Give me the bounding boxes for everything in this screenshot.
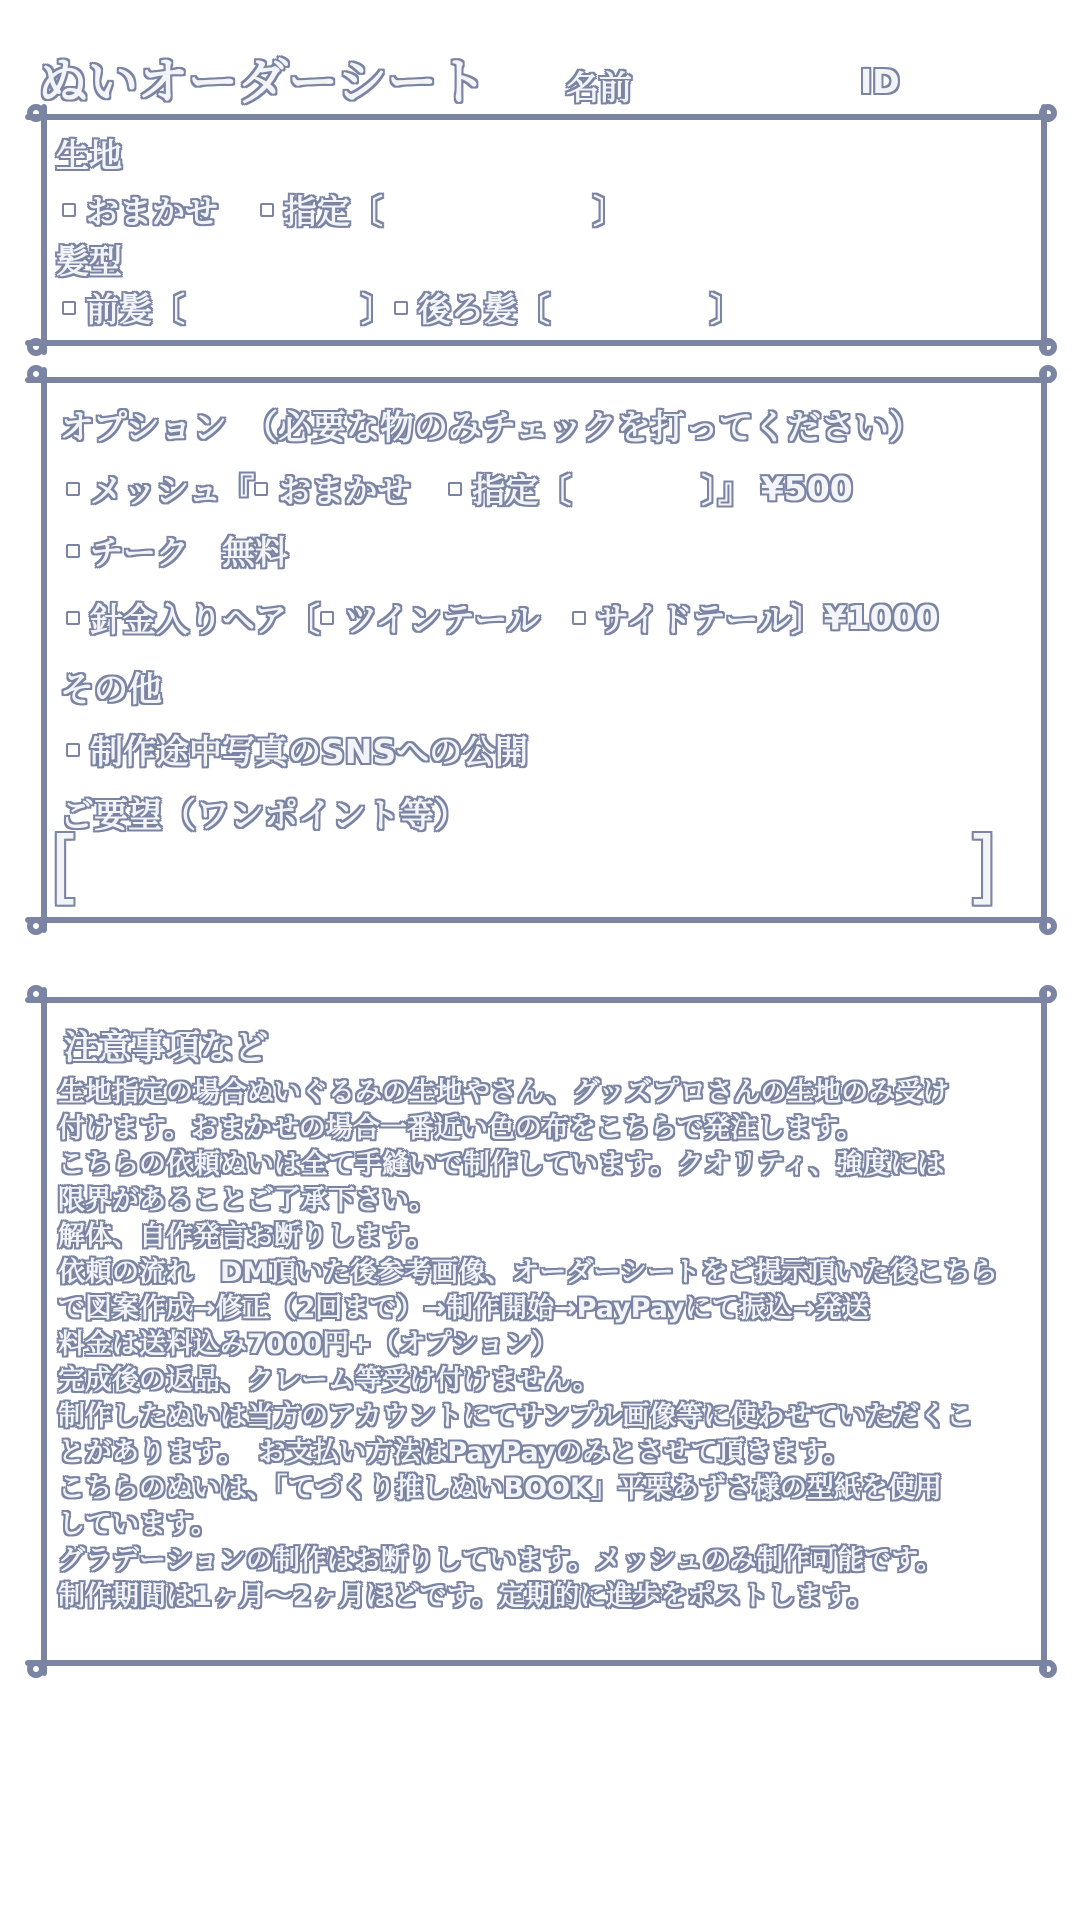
fabric-bracket-close: 〕 [593, 192, 626, 231]
front-hair-bracket-open: 〔 [152, 290, 185, 329]
note-line: こちらのぬいは、「てづくり推しぬいBOOK」平栗あずさ様の型紙を使用 [58, 1473, 942, 1504]
twintail-checkbox[interactable] [320, 611, 334, 625]
mesh-close: 〕』 [701, 471, 751, 510]
note-line: 付けます。おまかせの場合一番近い色の布をこちらで発注します。 [58, 1113, 864, 1144]
note-line: 完成後の返品、クレーム等受け付けません。 [58, 1365, 600, 1396]
request-heading: ご要望（ワンポイント等） [60, 796, 468, 836]
hair-heading: 髪型 [56, 242, 122, 281]
fabric-bracket-open: 〔 [350, 192, 383, 231]
mesh-omakase-label: おまかせ [278, 471, 411, 510]
fabric-omakase-label: おまかせ [86, 192, 218, 231]
hair-options-row [62, 284, 743, 331]
note-line: 生地指定の場合ぬいぐるみの生地やさん、グッズプロさんの生地のみ受け [58, 1077, 950, 1108]
note-line: 依頼の流れ DM頂いた後参考画像、オーダーシートをご提示頂いた後こちら [58, 1257, 998, 1288]
sidetail-label: サイドテール〕 [595, 600, 824, 639]
sns-label: 制作途中写真のSNSへの公開 [90, 732, 529, 771]
mesh-shitei-checkbox[interactable] [448, 482, 462, 496]
note-line: で図案作成→修正（2回まで）→制作開始→PayPayにて振込→発送 [58, 1293, 870, 1324]
back-hair-bracket-close: 〕 [710, 290, 743, 329]
notes-heading: 注意事項など [64, 1028, 268, 1068]
options-heading: オプション （必要な物のみチェックを打ってください） [60, 408, 923, 448]
mesh-row [66, 465, 853, 512]
cheek-checkbox[interactable] [66, 544, 80, 558]
wire-hair-row [66, 594, 939, 641]
notes-body [58, 1075, 1038, 1615]
note-line: しています。 [58, 1509, 218, 1540]
fabric-shitei-label: 指定 [284, 192, 350, 231]
back-hair-bracket-open: 〔 [517, 290, 550, 329]
front-hair-checkbox[interactable] [62, 301, 76, 315]
sidetail-checkbox[interactable] [572, 611, 586, 625]
back-hair-label: 後ろ髪 [418, 290, 517, 329]
wire-hair-checkbox[interactable] [66, 611, 80, 625]
fabric-omakase-checkbox[interactable] [62, 203, 76, 217]
fabric-options-row [62, 186, 626, 233]
mesh-shitei-label: 指定〔 [472, 471, 572, 510]
fabric-heading: 生地 [56, 136, 122, 175]
sns-checkbox[interactable] [66, 743, 80, 757]
cheek-label: チーク 無料 [90, 533, 288, 572]
note-line: 制作したぬいは当方のアカウントにてサンプル画像等に使わせていただくこ [58, 1401, 974, 1432]
wire-hair-label: 針金入りヘア〔 [90, 600, 321, 639]
note-line: とがあります。 お支払い方法はPayPayのみとさせて頂きます。 [58, 1437, 851, 1468]
sheet-title: ぬいオーダーシート [38, 53, 487, 111]
name-label: 名前 [566, 68, 632, 107]
request-bracket-open: [ [50, 820, 82, 913]
note-line: 料金は送料込み7000円+（オプション） [58, 1329, 559, 1360]
wire-hair-price: ¥1000 [823, 598, 939, 637]
sns-row [66, 726, 528, 773]
note-line: 解体、自作発言お断りします。 [58, 1221, 434, 1252]
note-line: グラデーションの制作はお断りしています。メッシュのみ制作可能です。 [58, 1545, 944, 1576]
front-hair-label: 前髪 [86, 290, 152, 329]
cheek-row [66, 527, 288, 574]
note-line: こちらの依頼ぬいは全て手縫いで制作しています。クオリティ、強度には [58, 1149, 945, 1180]
request-bracket-close: ] [966, 820, 998, 913]
front-hair-bracket-close: 〕 [361, 290, 394, 329]
mesh-label: メッシュ『 [90, 471, 255, 510]
request-input-area[interactable] [100, 840, 960, 910]
mesh-omakase-checkbox[interactable] [254, 482, 268, 496]
fabric-shitei-checkbox[interactable] [260, 203, 274, 217]
mesh-price: ¥500 [760, 469, 853, 508]
mesh-checkbox[interactable] [66, 482, 80, 496]
note-line: 限界があることご了承下さい。 [58, 1185, 436, 1216]
note-line: 制作期間は1ヶ月〜2ヶ月ほどです。定期的に進歩をポストします。 [58, 1581, 875, 1612]
twintail-label: ツインテール [344, 600, 540, 639]
id-label: ID [860, 62, 900, 101]
other-heading: その他 [60, 670, 162, 710]
back-hair-checkbox[interactable] [394, 301, 408, 315]
